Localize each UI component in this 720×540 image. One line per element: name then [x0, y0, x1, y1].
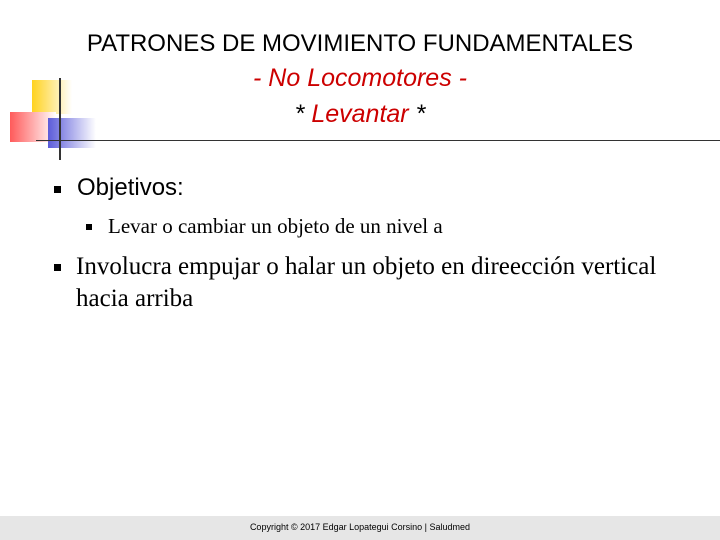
objectives-label: Objetivos: [77, 174, 184, 201]
title-asterisk-left: * [294, 100, 312, 128]
sub-bullet-square [86, 224, 92, 230]
copyright-text: Copyright © 2017 Edgar Lopategui Corsino | Saludmed [249, 522, 471, 532]
bullet-square [54, 186, 61, 193]
title-keyword: Levantar [311, 100, 409, 128]
sub-bullet-text: Levar o cambiar un objeto de un nivel a [108, 214, 443, 238]
slide-title-line1: PATRONES DE MOVIMIENTO FUNDAMENTALES [86, 30, 634, 57]
title-asterisk-right: * [408, 100, 426, 128]
logo-blue-square [48, 118, 96, 148]
logo-yellow-square [32, 80, 72, 114]
title-divider [36, 140, 720, 141]
slide-title-line2: - No Locomotores - [253, 64, 467, 92]
slide-title-line3 [0, 100, 720, 129]
bullet-square [54, 264, 61, 271]
decorative-squares-logo [8, 78, 108, 162]
main-bullet-text: Involucra empujar o halar un objeto en direección vertical hacia arriba [76, 253, 657, 312]
